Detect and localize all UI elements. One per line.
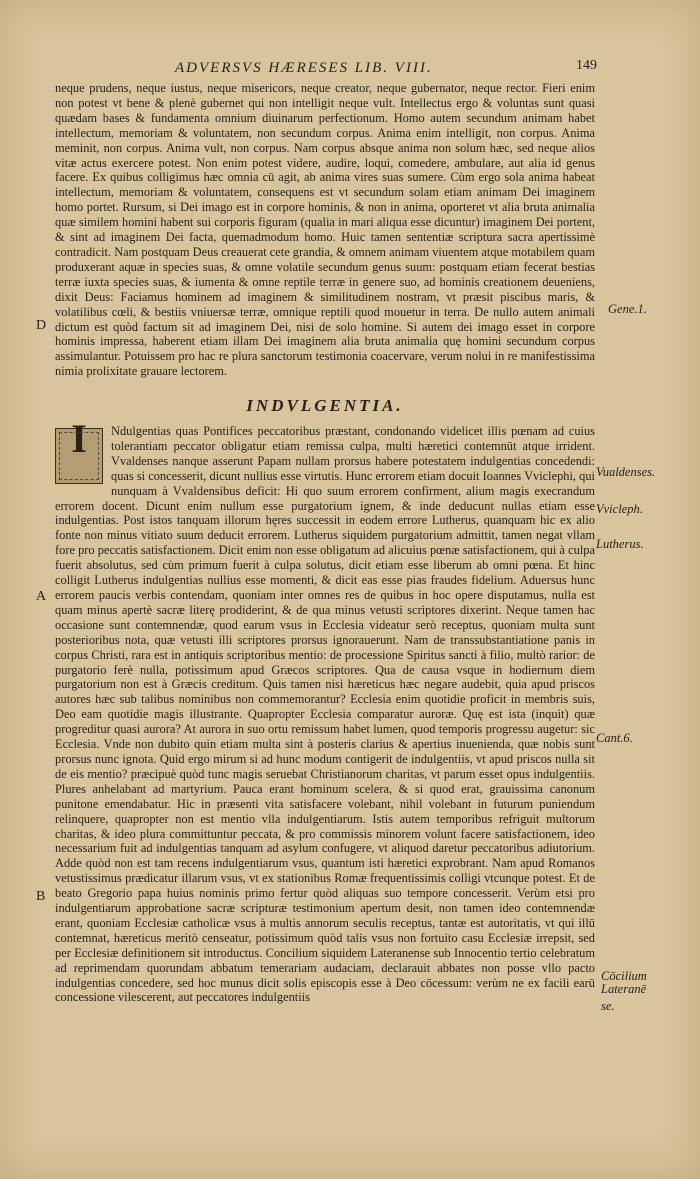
page-number: 149	[576, 58, 597, 73]
section-heading: INDVLGENTIA.	[246, 396, 404, 416]
margin-note-cant: Cant.6.	[596, 731, 633, 745]
margin-note-vvicleph: Vvicleph.	[596, 502, 643, 516]
section-paragraph: Ndulgentias quas Pontifices peccatoribus præstant, condonando videlicet illis pœnam ad cuius tolerantiam peccator obligatur etiam remissa culpa, multi hæretici contemnūt atque irrident. Vvaldenses nanque asserunt Papam nullam prorsus habere potestatem indulgentias concedendi: quas si concesserit, dicunt nullius esse virtutis. Hunc errorem etiam docuit Ioannes Vviclephi, qui nunquam à Vvaldensibus deficit: Hi quo suum errorem confirment, alium magis execrandum errorem docent. Dicunt enim nullum esse purgatorium ignem, & inde deducunt nullas etiam esse indulgentias. Post istos tanquam illorum hęres successit in eodem errore Lutherus, quanquam hic ex alio fonte non minus vitiato suum deducit errorem. Lutherus siquidem purgatorium admittit, tamen negat vllam fore pro peccatis satisfactionem. Dicit enim non esse obligatum ad alicuius pœnæ satisfactionem, qui à culpa fuerit absolutus, sed cùm primum fuerit à culpa solutus, dicit etiam esse liberum ab omni pœna. Et hinc colligit Lutherus indulgentias nullius esse momenti, & dicit eas esse pias fraudes fidelium. Aduersus hunc errorem paucis verbis contendam, quoniam inter omnes res de quibus in hoc opere disputamus, nulla est quam minus apertè sacræ literę prodiderint, & de qua minus vetusti scriptores dixerint. Neque tamen hac occasione sunt contemnendæ, quod earum vsus in Ecclesia videatur serò receptus, quoniam multa sunt posterioribus nota, quæ vetusti illi scriptores prorsus ignorauerunt. Nam de transsubstantiatione panis in corpus Christi, rara est in antiquis scriptoribus mentio: de processione Spiritus sancti à filio, multò rarior: de purgatorio ferè nulla, potissimum apud Græcos scriptores. Qua de causa vsque in hodiernum diem purgatorium non est à Græcis creditum. Quis tamen nisi hæreticus hæc negare audebit, quia apud priscos autores hæc sub talibus nominibus non commemorantur? Ecclesia enim quotidie proficit in membris suis, Deo eam quotidie magis illustrante. Quapropter Ecclesia comparatur auroræ. Quę est ista (inquit) quæ progreditur quasi aurora? At aurora in suo ortu remissum habet lumen, quod temporis progressu augetur: sic Ecclesia. Vnde non dubito quin etiam multa sint à posteris clarius & apertius inuenienda, quæ nobis sunt prorsus nunc ignota. Quid ergo mirum si ad hunc modum contigerit de indulgentiis, vt apud priscos nulla sit de eis mentio? præcipuè quòd tunc magis seruebat Christianorum charitas, vt parum esset opus indulgentiis. Plures anhelabant ad martyrium. Pauca erant hominum scelera, & si quod erat, grauissima canonum punitone emendabatur. Hic in præsenti vita satisfacere volebant, nihil volebant in futurum puniendum relinquere, quapropter non est mentio vlla indulgentiarum. Istis autem temporibus refriguit multorum charitas, & ideo plura committuntur peccata, & pro commissis minorem volunt facere satisfactionem, ideo necessarium fuit ad indulgentias tanquam ad asylum confugere, vt aliquod daretur peccatoribus adiutorium. Adde quòd non est tam recens indulgentiarum vsus, quantum isti hæretici exprobrant. Nam apud Romanos vetustissimus prædicatur illarum vsus, vt ex stationibus Romæ frequentissimis colligi vtcunque potest. Et de beato Gregorio papa huius nominis primo fertur quòd aliquas suo tempore concesserit. Verùm etsi pro indulgentiarum approbatione sacræ scripturæ testimonium apertum desit, non tamen ideo contemnendæ erant, quoniam Ecclesiæ catholicæ vsus à multis annorum seculis receptus, tantæ est autoritatis, vt qui illū contemnat, hæreticus meritò censeatur, potissimum quòd talis vsus non fortuito casu Ecclesiæ irrepsit, sed per Ecclesiæ definitionem sit introductus. Concilium siquidem Lateranense sub Innocentio tertio celebratum ad reprimendam quorundam abbatum temerariam audaciam, declarauit abbates non posse vllo pacto indulgentias concedere, sed hoc munus dicit solis episcopis esse à Deo cōcessum: verùm ne ex facili earū concessione vilescerent, aut peccatores indulgentiis	[55, 424, 595, 1005]
margin-note-lutherus: Lutherus.	[596, 537, 644, 551]
margin-note-vvaldenses: Vualdenses.	[596, 465, 656, 479]
section-letter-b: B	[36, 889, 46, 904]
running-title: ADVERSVS HÆRESES LIB. VIII.	[175, 60, 433, 76]
initial-letter: I	[71, 416, 87, 462]
margin-note-gene: Gene.1.	[608, 302, 647, 316]
continuation-paragraph: neque prudens, neque iustus, neque misericors, neque creator, neque gubernator, neque rector. Fieri enim non potest vt bene & plenè gubernet qui non intelligit neque vult. Intellectus ergo & voluntas sunt quasi quædam bases & fundamenta omnium diuinarum perfectionum. Homo autem secundum animam habet intellectum, memoriam & voluntatem, non secundum corpus. Anima enim intelligit, non corpus. Anima meminit, non corpus. Anima vult, non corpus. Nam corpus absque anima non solum hæc, sed neque alios vitæ actus exercere potest. Non enim potest videre, audire, loqui, comedere, ambulare, aut alia id genus facere. Ex quibus colligimus hæc omnia cū agit, ab anima vires suas sumere. Cùm ergo sola anima habeat intellectum, memoriam & voluntatem, consequens est vt secundum solam etiam animam Dei imaginem homo portet. Rursum, si Dei imago est in corpore hominis, & non in anima, oporteret vt alia bruta animalia quæ similem homini habent sui corporis figuram (qualia in mari aliqua esse dicuntur) imaginem Dei portent, & sint ad imaginem Dei facta, quemadmodum homo. Huic tamen sententiæ scriptura sacra apertissimè contradicit. Nam postquam Deus creauerat cete grandia, & omnem animam viuentem atque motabilem quam produxerant aquæ in species suas, & omne volatile secundum genus suum: postquam etiam fecerat bestias terræ iuxta species suas, & iumenta & omne reptile terræ in genere suo, ad hominis creationem deueniens, dixit Deus: Faciamus hominem ad imaginem & similitudinem nostram, vt præsit piscibus maris, & volatilibus cœli, & bestiis vniuersæ terræ, omnique reptili quod mouetur in terra. De nullo autem animali dictum est quòd factum sit ad imaginem Dei, nisi de solo homine. Si autem dei imago esset in corpore hominis impressa, haberent etiam illam Dei imaginem alia bruta animalia quę homini secundum corpus assimulantur. Potuissem pro hac re plura sanctorum testimonia coacervare, verum nolui in re manifestissima nimia prolixitate grauare lectorem.	[55, 81, 595, 379]
margin-note-se: se.	[601, 999, 615, 1013]
margin-note-lateranense: Lateranē	[601, 982, 647, 996]
section-letter-a: A	[36, 589, 47, 604]
text-body	[55, 81, 595, 1005]
decorated-initial	[55, 416, 103, 484]
section-letter-d: D	[36, 318, 47, 333]
page-header	[0, 60, 700, 80]
margin-note-concilium: Cōcilium	[601, 969, 647, 983]
